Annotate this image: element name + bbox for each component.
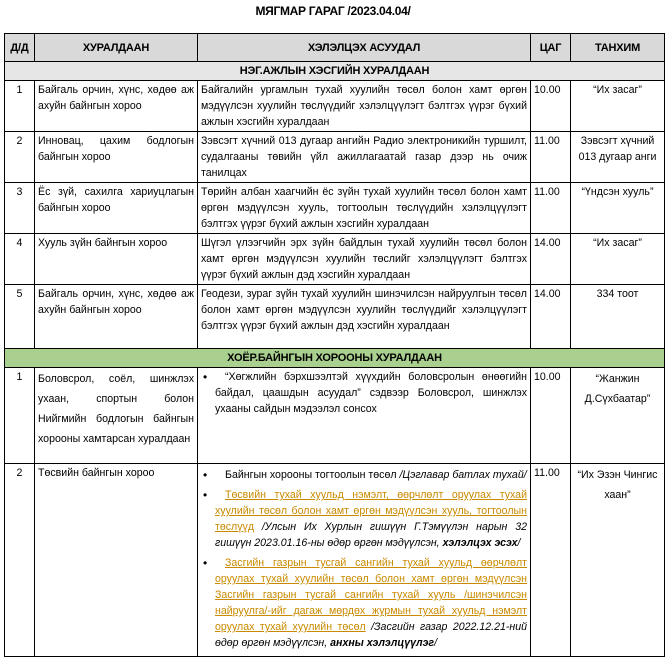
row-num: 1 xyxy=(5,81,35,132)
row-num: 2 xyxy=(5,132,35,183)
table-row xyxy=(5,81,665,132)
table-row xyxy=(5,132,665,183)
schedule-table xyxy=(4,33,665,657)
row-room: “Их засаг” xyxy=(571,234,665,285)
row-num: 3 xyxy=(5,183,35,234)
bill-link[interactable]: Төсвийн тухай хуульд нэмэлт, өөрчлөлт оруулах тухай хуулийн төсөл болон хамт өргөн мэдүүлсэн хууль, тогтоолын төслүүд xyxy=(215,489,527,533)
topic-list xyxy=(201,369,527,417)
row-time: 14.00 xyxy=(531,234,571,285)
row-room: Зэвсэгт хүчний 013 дугаар анги xyxy=(571,132,665,183)
row-meeting: Байгаль орчин, хүнс, хөдөө аж ахуйн байнгын хороо xyxy=(35,285,198,349)
section-row-standing-committees xyxy=(5,349,665,368)
row-time: 11.00 xyxy=(531,183,571,234)
section-title: ХОЁР.БАЙНГЫН ХОРООНЫ ХУРАЛДААН xyxy=(5,349,665,368)
row-topic: Байгалийн ургамлын тухай хуулийн төсөл болон хамт өргөн мэдүүлсэн хуулийн төслүүдийг хэлэлцүүлэгт бэлтгэх үүрэг бүхий ажлын хэсгийн хуралдаан xyxy=(198,81,531,132)
row-topic xyxy=(198,368,531,464)
row-num: 5 xyxy=(5,285,35,349)
topic-list xyxy=(201,467,527,651)
topic-text: “Хөгжлийн бэрхшээлтэй хүүхдийн боловсролын өнөөгийн байдал, цаашдын асуудал” сэдвээр Боловсрол, шинжлэх ухааны сайдын мэдээлэл сонсох xyxy=(215,371,527,415)
bill-link[interactable]: Засгийн газрын тусгай сангийн тухай хуульд өөрчлөлт оруулах тухай хуулийн төсөл болон хамт өргөн мэдүүлсэн Засгийн газрын тусгай сангийн тухай хууль /шинэчилсэн найруулга/-ийг дагаж мөрдөх журмын тухай хуульд нэмэлт оруулах тухай хуулийн төсөл xyxy=(215,557,527,633)
row-room: “Үндсэн хууль” xyxy=(571,183,665,234)
topic-item xyxy=(215,369,527,417)
topic-note-bold: анхны хэлэлцүүлэг xyxy=(330,637,435,649)
row-time: 11.00 xyxy=(531,464,571,657)
topic-note-end: / xyxy=(434,637,438,649)
topic-item xyxy=(215,487,527,551)
row-time: 11.00 xyxy=(531,132,571,183)
topic-note-bold: хэлэлцэх эсэх xyxy=(442,537,518,549)
topic-note-end: / xyxy=(517,537,521,549)
row-topic: Геодези, зураг зүйн тухай хуулийн шинэчилсэн найруулгын төсөл болон хамт өргөн мэдүүлсэн хуулийн төслүүдийг хэлэлцүүлэгт бэлтгэх үүрэг бүхий ажлын дэд хэсгийн хуралдаан xyxy=(198,285,531,349)
row-topic: Төрийн албан хаагчийн ёс зүйн тухай хуулийн төсөл болон хамт өргөн мэдүүлсэн хууль, тогтоолын төслүүдийн хэлэлцүүлэгт бэлтгэх үүрэг бүхий ажлын хэсгийн хуралдаан xyxy=(198,183,531,234)
table-row xyxy=(5,368,665,464)
row-room: “Жанжин Д.Сүхбаатар” xyxy=(571,368,665,464)
row-time: 14.00 xyxy=(531,285,571,349)
row-meeting: Төсвийн байнгын хороо xyxy=(35,464,198,657)
row-meeting: Боловсрол, соёл, шинжлэх ухаан, спортын болон Нийгмийн бодлогын байнгын хорооны хамтарсан хуралдаан xyxy=(35,368,198,464)
header-room: ТАНХИМ xyxy=(571,34,665,62)
row-room: “Их засаг” xyxy=(571,81,665,132)
row-num: 1 xyxy=(5,368,35,464)
page-title: МЯГМАР ГАРАГ /2023.04.04/ xyxy=(255,4,411,18)
table-row xyxy=(5,285,665,349)
row-meeting: Инновац, цахим бодлогын байнгын хороо xyxy=(35,132,198,183)
section-row-working-groups xyxy=(5,62,665,81)
row-num: 2 xyxy=(5,464,35,657)
row-room: 334 тоот xyxy=(571,285,665,349)
row-topic xyxy=(198,464,531,657)
table-row xyxy=(5,234,665,285)
row-room: “Их Эзэн Чингис хаан” xyxy=(571,464,665,657)
row-num: 4 xyxy=(5,234,35,285)
row-time: 10.00 xyxy=(531,81,571,132)
section-title: НЭГ.АЖЛЫН ХЭСГИЙН ХУРАЛДААН xyxy=(5,62,665,81)
topic-item xyxy=(215,555,527,651)
topic-item xyxy=(215,467,527,483)
header-time: ЦАГ xyxy=(531,34,571,62)
row-meeting: Байгаль орчин, хүнс, хөдөө аж ахуйн байнгын хороо xyxy=(35,81,198,132)
row-topic: Шүгэл үлээгчийн эрх зүйн байдлын тухай хуулийн төсөл болон хамт өргөн мэдүүлсэн хуулийн төслийг хэлэлцүүлэгт бэлтгэх үүрэг бүхий ажлын дэд хэсгийн хуралдаан xyxy=(198,234,531,285)
table-header-row xyxy=(5,34,665,62)
row-meeting: Ёс зүй, сахилга хариуцлагын байнгын хороо xyxy=(35,183,198,234)
table-row xyxy=(5,464,665,657)
row-meeting: Хууль зүйн байнгын хороо xyxy=(35,234,198,285)
table-row xyxy=(5,183,665,234)
row-time: 10.00 xyxy=(531,368,571,464)
header-meeting: ХУРАЛДААН xyxy=(35,34,198,62)
topic-note: /Цэглавар батлах тухай/ xyxy=(399,469,527,481)
row-topic: Зэвсэгт хүчний 013 дугаар ангийн Радио электроникийн туршилт, судалгааны төвийн үйл ажиллагаатай газар дээр нь очиж танилцах xyxy=(198,132,531,183)
topic-note: /Улсын Их Хурлын гишүүн Г.Тэмүүлэн нарын 32 гишүүн 2023.01.16-ны өдөр өргөн мэдүүлсэн, xyxy=(215,521,527,549)
topic-note: /Засгийн газар 2022.12.21-ний өдөр өргөн мэдүүлсэн, xyxy=(215,621,527,649)
header-num: Д/Д xyxy=(5,34,35,62)
topic-text: Байнгын хорооны тогтоолын төсөл xyxy=(225,469,397,481)
header-topic: ХЭЛЭЛЦЭХ АСУУДАЛ xyxy=(198,34,531,62)
